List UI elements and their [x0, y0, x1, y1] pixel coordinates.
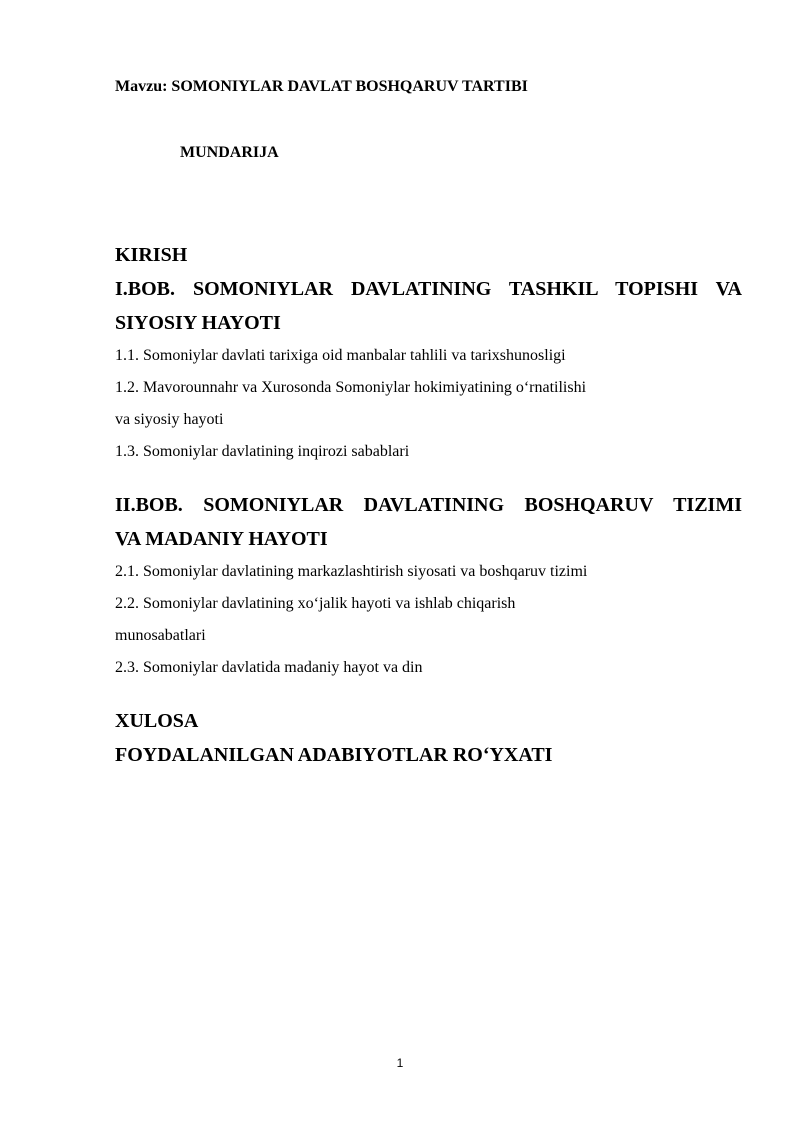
section-spacer: [115, 684, 742, 704]
chapter1-item-3: 1.3. Somoniylar davlatining inqirozi sabablari: [115, 443, 410, 460]
chapter1-title-line1: I.BOB. SOMONIYLAR DAVLATINING TASHKIL TOPISHI VA: [115, 278, 742, 300]
conclusion-heading: XULOSA: [115, 710, 199, 732]
chapter2-item-2-continuation: munosabatlari: [115, 627, 206, 644]
introduction-heading: KIRISH: [115, 244, 188, 266]
chapter2-item-3: 2.3. Somoniylar davlatida madaniy hayot va din: [115, 659, 423, 676]
chapter1-title-line2: SIYOSIY HAYOTI: [115, 312, 281, 334]
table-of-contents: [115, 238, 742, 772]
chapter2-item-1: 2.1. Somoniylar davlatining markazlashtirish siyosati va boshqaruv tizimi: [115, 563, 588, 580]
page-number: 1: [396, 1056, 404, 1070]
chapter1-item-1: 1.1. Somoniylar davlati tarixiga oid manbalar tahlili va tarixshunosligi: [115, 347, 566, 364]
section-spacer: [115, 468, 742, 488]
bibliography-heading: FOYDALANILGAN ADABIYOTLAR RO‘YXATI: [115, 744, 553, 766]
document-topic: Mavzu: SOMONIYLAR DAVLAT BOSHQARUV TARTIBI: [115, 78, 528, 95]
chapter2-item-2: 2.2. Somoniylar davlatining xo‘jalik hayoti va ishlab chiqarish: [115, 595, 516, 612]
chapter1-item-2: 1.2. Mavorounnahr va Xurosonda Somoniylar hokimiyatining o‘rnatilishi: [115, 379, 587, 396]
chapter1-item-2-continuation: va siyosiy hayoti: [115, 411, 224, 428]
chapter2-title-line2: VA MADANIY HAYOTI: [115, 528, 328, 550]
chapter2-title-line1: II.BOB. SOMONIYLAR DAVLATINING BOSHQARUV TIZIMI: [115, 494, 742, 516]
contents-heading: MUNDARIJA: [180, 144, 279, 161]
